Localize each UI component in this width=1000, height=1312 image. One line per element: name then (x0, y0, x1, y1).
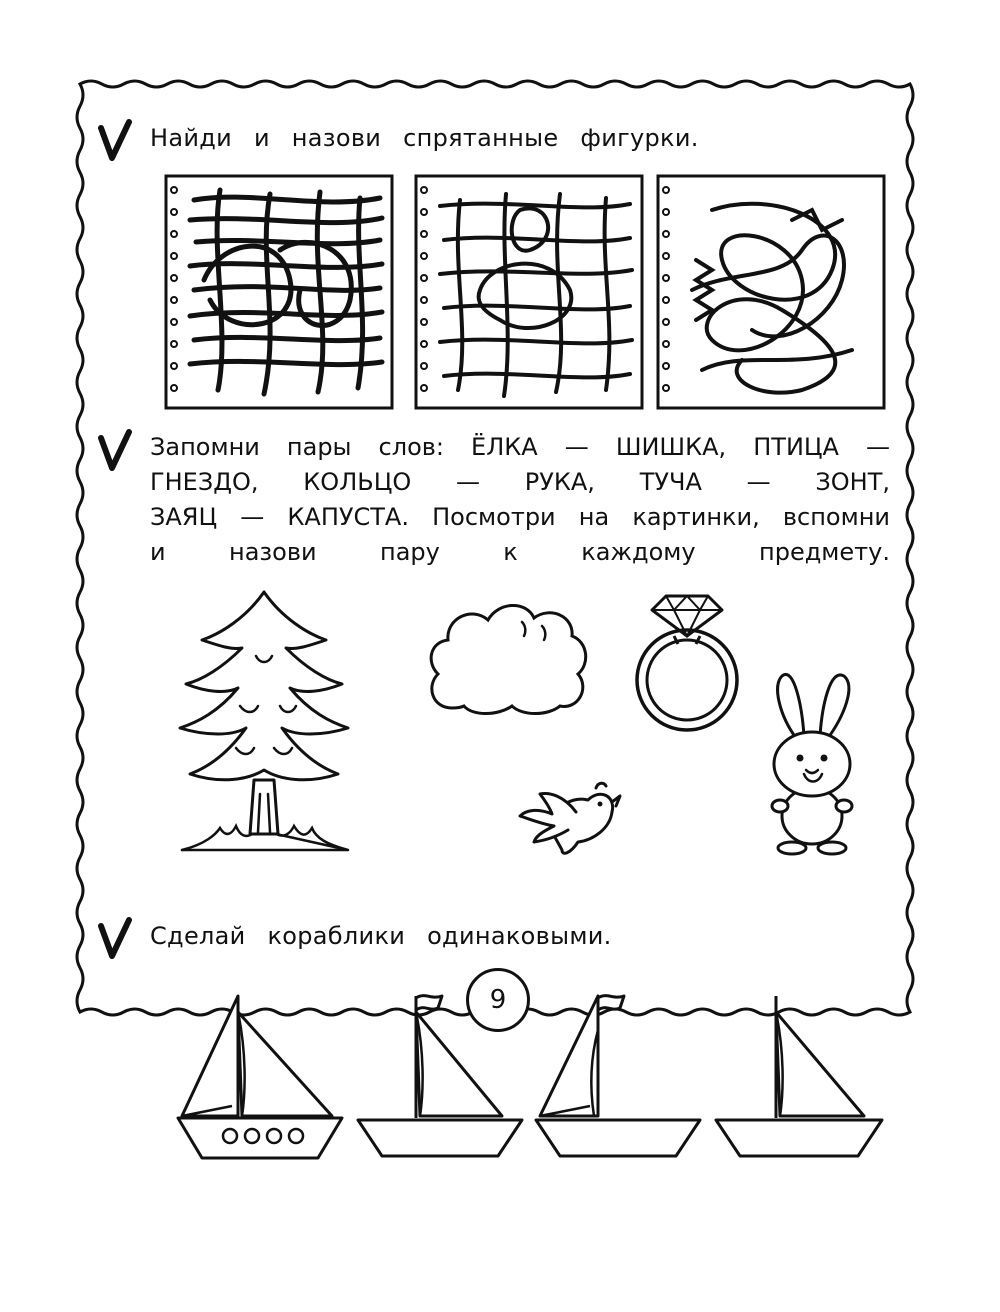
check-mark-icon (98, 428, 132, 472)
boat-3-picture (530, 990, 706, 1160)
boat-1-picture (172, 990, 348, 1160)
boat-4-picture (708, 990, 888, 1160)
task-1-text: Найди и назови спрятанные фигурки. (150, 124, 699, 152)
scribble-notepad-3 (652, 170, 888, 412)
fir-tree-picture (176, 588, 352, 862)
cloud-picture (422, 596, 592, 718)
task-2-line-3: ЗАЯЦ — КАПУСТА. Посмотри на картинки, вспомни (150, 503, 890, 531)
task-2-text (150, 430, 890, 570)
task-2-line-4: и назови пару к каждому предмету. (150, 538, 890, 566)
ring-picture (630, 586, 744, 736)
scribble-notepad-1 (160, 170, 396, 412)
task-2-line-1: Запомни пары слов: ЁЛКА — ШИШКА, ПТИЦА — (150, 433, 890, 461)
bird-picture (514, 772, 622, 860)
bunny-picture (766, 666, 858, 858)
check-mark-icon (98, 118, 132, 162)
check-mark-icon (98, 916, 132, 960)
scribble-notepad-2 (410, 170, 646, 412)
task-3-text: Сделай кораблики одинаковыми. (150, 922, 612, 950)
page-number: 9 (466, 968, 530, 1032)
task-2-line-2: ГНЕЗДО, КОЛЬЦО — РУКА, ТУЧА — ЗОНТ, (150, 468, 890, 496)
